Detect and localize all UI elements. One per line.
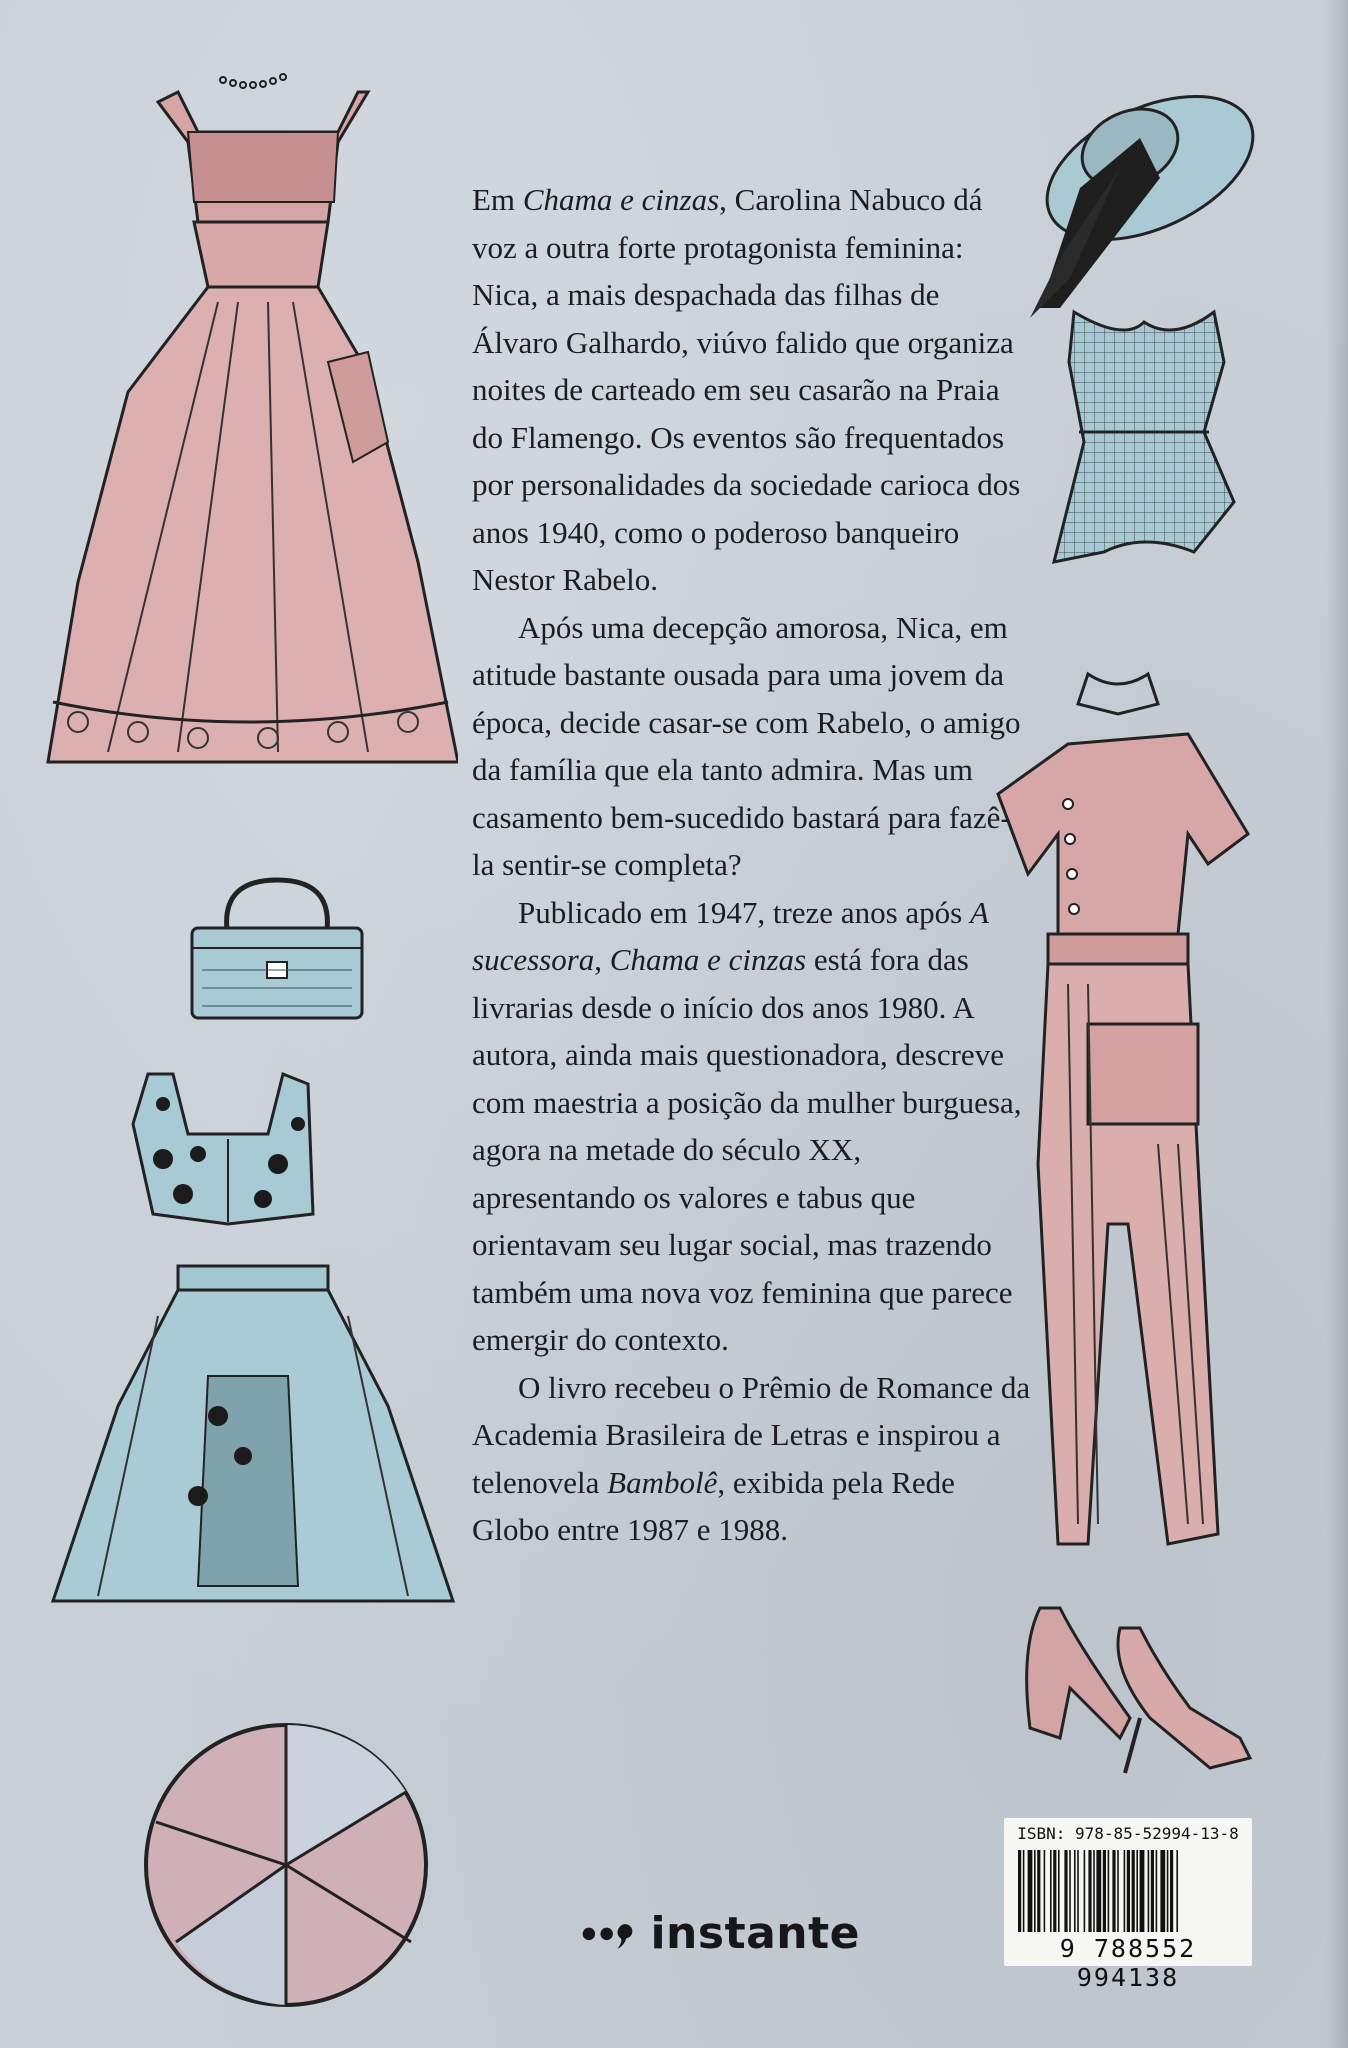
barcode-bar xyxy=(1167,1850,1169,1932)
barcode-bar xyxy=(1103,1850,1106,1932)
barcode-bar xyxy=(1037,1850,1040,1932)
sun-hat-icon xyxy=(1000,58,1272,330)
publisher-logo xyxy=(580,1903,860,1963)
barcode-bar xyxy=(1023,1850,1025,1932)
barcode-bar xyxy=(1088,1850,1091,1932)
barcode-bar xyxy=(1058,1850,1060,1932)
related-book-title: A sucessora xyxy=(472,894,989,977)
barcode-bars xyxy=(1014,1850,1242,1932)
barcode-icon xyxy=(1014,1850,1242,1932)
barcode-bar xyxy=(1053,1850,1056,1932)
crop-top-icon xyxy=(128,1064,324,1230)
skirt-illustration xyxy=(48,1256,460,1622)
beach-ball-icon xyxy=(136,1712,436,2018)
barcode-bar xyxy=(1156,1850,1158,1932)
beach-ball-illustration xyxy=(136,1712,436,2018)
isbn-label: ISBN: 978-85-52994-13-8 xyxy=(1017,1824,1239,1843)
telenovela-title: Bambolê xyxy=(607,1464,718,1500)
isbn-digits: 9 788552 994138 xyxy=(1059,1934,1197,1992)
book-title: Chama e cinzas xyxy=(522,182,720,217)
barcode-bar xyxy=(1112,1850,1115,1932)
barcode-bar xyxy=(1151,1850,1154,1932)
high-heels-icon xyxy=(1000,1588,1256,1784)
synopsis-paragraph-4: O livro recebeu o Prêmio de Romance da Academia Brasileira de Letras e inspirou a telenovela Bambolê, exibida pela Rede Globo entre 1987 e 1988. xyxy=(472,1369,1031,1547)
cover-edge-shadow xyxy=(1326,0,1348,2048)
barcode-bar xyxy=(1136,1850,1138,1932)
synopsis-paragraph-3: Publicado em 1947, treze anos após A sucessora, Chama e cinzas está fora das livrarias desde o início dos anos 1980. A autora, ainda mais questionadora, descreve com maestria a posição da mulher burguesa, agora na metade do século XX, apresentando os valores e tabus que orientavam seu lugar social, mas trazendo também uma nova voz feminina que parece emergir do contexto. xyxy=(472,894,1022,1357)
barcode-bar xyxy=(1148,1850,1150,1932)
isbn-barcode xyxy=(1004,1818,1252,1992)
shoes-illustration xyxy=(1000,1588,1256,1784)
barcode-bar xyxy=(1034,1850,1036,1932)
barcode-bar xyxy=(1077,1850,1079,1932)
pink-dress-icon xyxy=(38,62,458,838)
barcode-bar xyxy=(1028,1850,1033,1932)
barcode-bar xyxy=(1132,1850,1135,1932)
barcode-bar xyxy=(1170,1850,1173,1932)
pink-dress-illustration xyxy=(38,62,458,838)
barcode-bar xyxy=(1176,1850,1178,1932)
barcode-bar xyxy=(1096,1850,1101,1932)
synopsis-text xyxy=(472,176,1032,1554)
barcode-bar xyxy=(1018,1850,1021,1932)
barcode-bar xyxy=(1124,1850,1126,1932)
barcode-bar xyxy=(1093,1850,1095,1932)
handbag-illustration xyxy=(182,870,372,1026)
barcode-bar xyxy=(1064,1850,1067,1932)
publisher-name: instante xyxy=(650,1907,860,1959)
instante-logo-icon xyxy=(580,1910,640,1956)
barcode-bar xyxy=(1127,1850,1130,1932)
barcode-bar xyxy=(1074,1850,1076,1932)
barcode-bar xyxy=(1160,1850,1165,1932)
barcode-bar xyxy=(1069,1850,1071,1932)
swimsuit-illustration xyxy=(1044,302,1244,572)
book-title: Chama e cinzas xyxy=(609,942,807,977)
handbag-icon xyxy=(182,870,372,1026)
synopsis-paragraph-1: Em Chama e cinzas, Carolina Nabuco dá voz a outra forte protagonista feminina: Nica, a mais despachada das filhas de Álvaro Galhardo, viúvo falido que organiza noites de carteado em seu casarão na Praia do Flamengo. Os eventos são frequentados por personalidades da sociedade carioca dos anos 1940, como o poderoso banqueiro Nestor Rabelo. xyxy=(472,182,1021,597)
swimsuit-icon xyxy=(1044,302,1244,572)
barcode-bar xyxy=(1108,1850,1110,1932)
skirt-icon xyxy=(48,1256,460,1622)
barcode-bar xyxy=(1117,1850,1119,1932)
barcode-bar xyxy=(1050,1850,1052,1932)
barcode-bar xyxy=(1084,1850,1086,1932)
barcode-bar xyxy=(1044,1850,1046,1932)
polka-top-illustration xyxy=(128,1064,324,1230)
hat-illustration xyxy=(1000,58,1272,330)
barcode-bar xyxy=(1140,1850,1145,1932)
synopsis-paragraph-2: Após uma decepção amorosa, Nica, em atitude bastante ousada para uma jovem da época, decide casar-se com Rabelo, o amigo da família que ela tanto admira. Mas um casamento bem-sucedido bastará para fazê-la sentir-se completa? xyxy=(472,609,1021,882)
